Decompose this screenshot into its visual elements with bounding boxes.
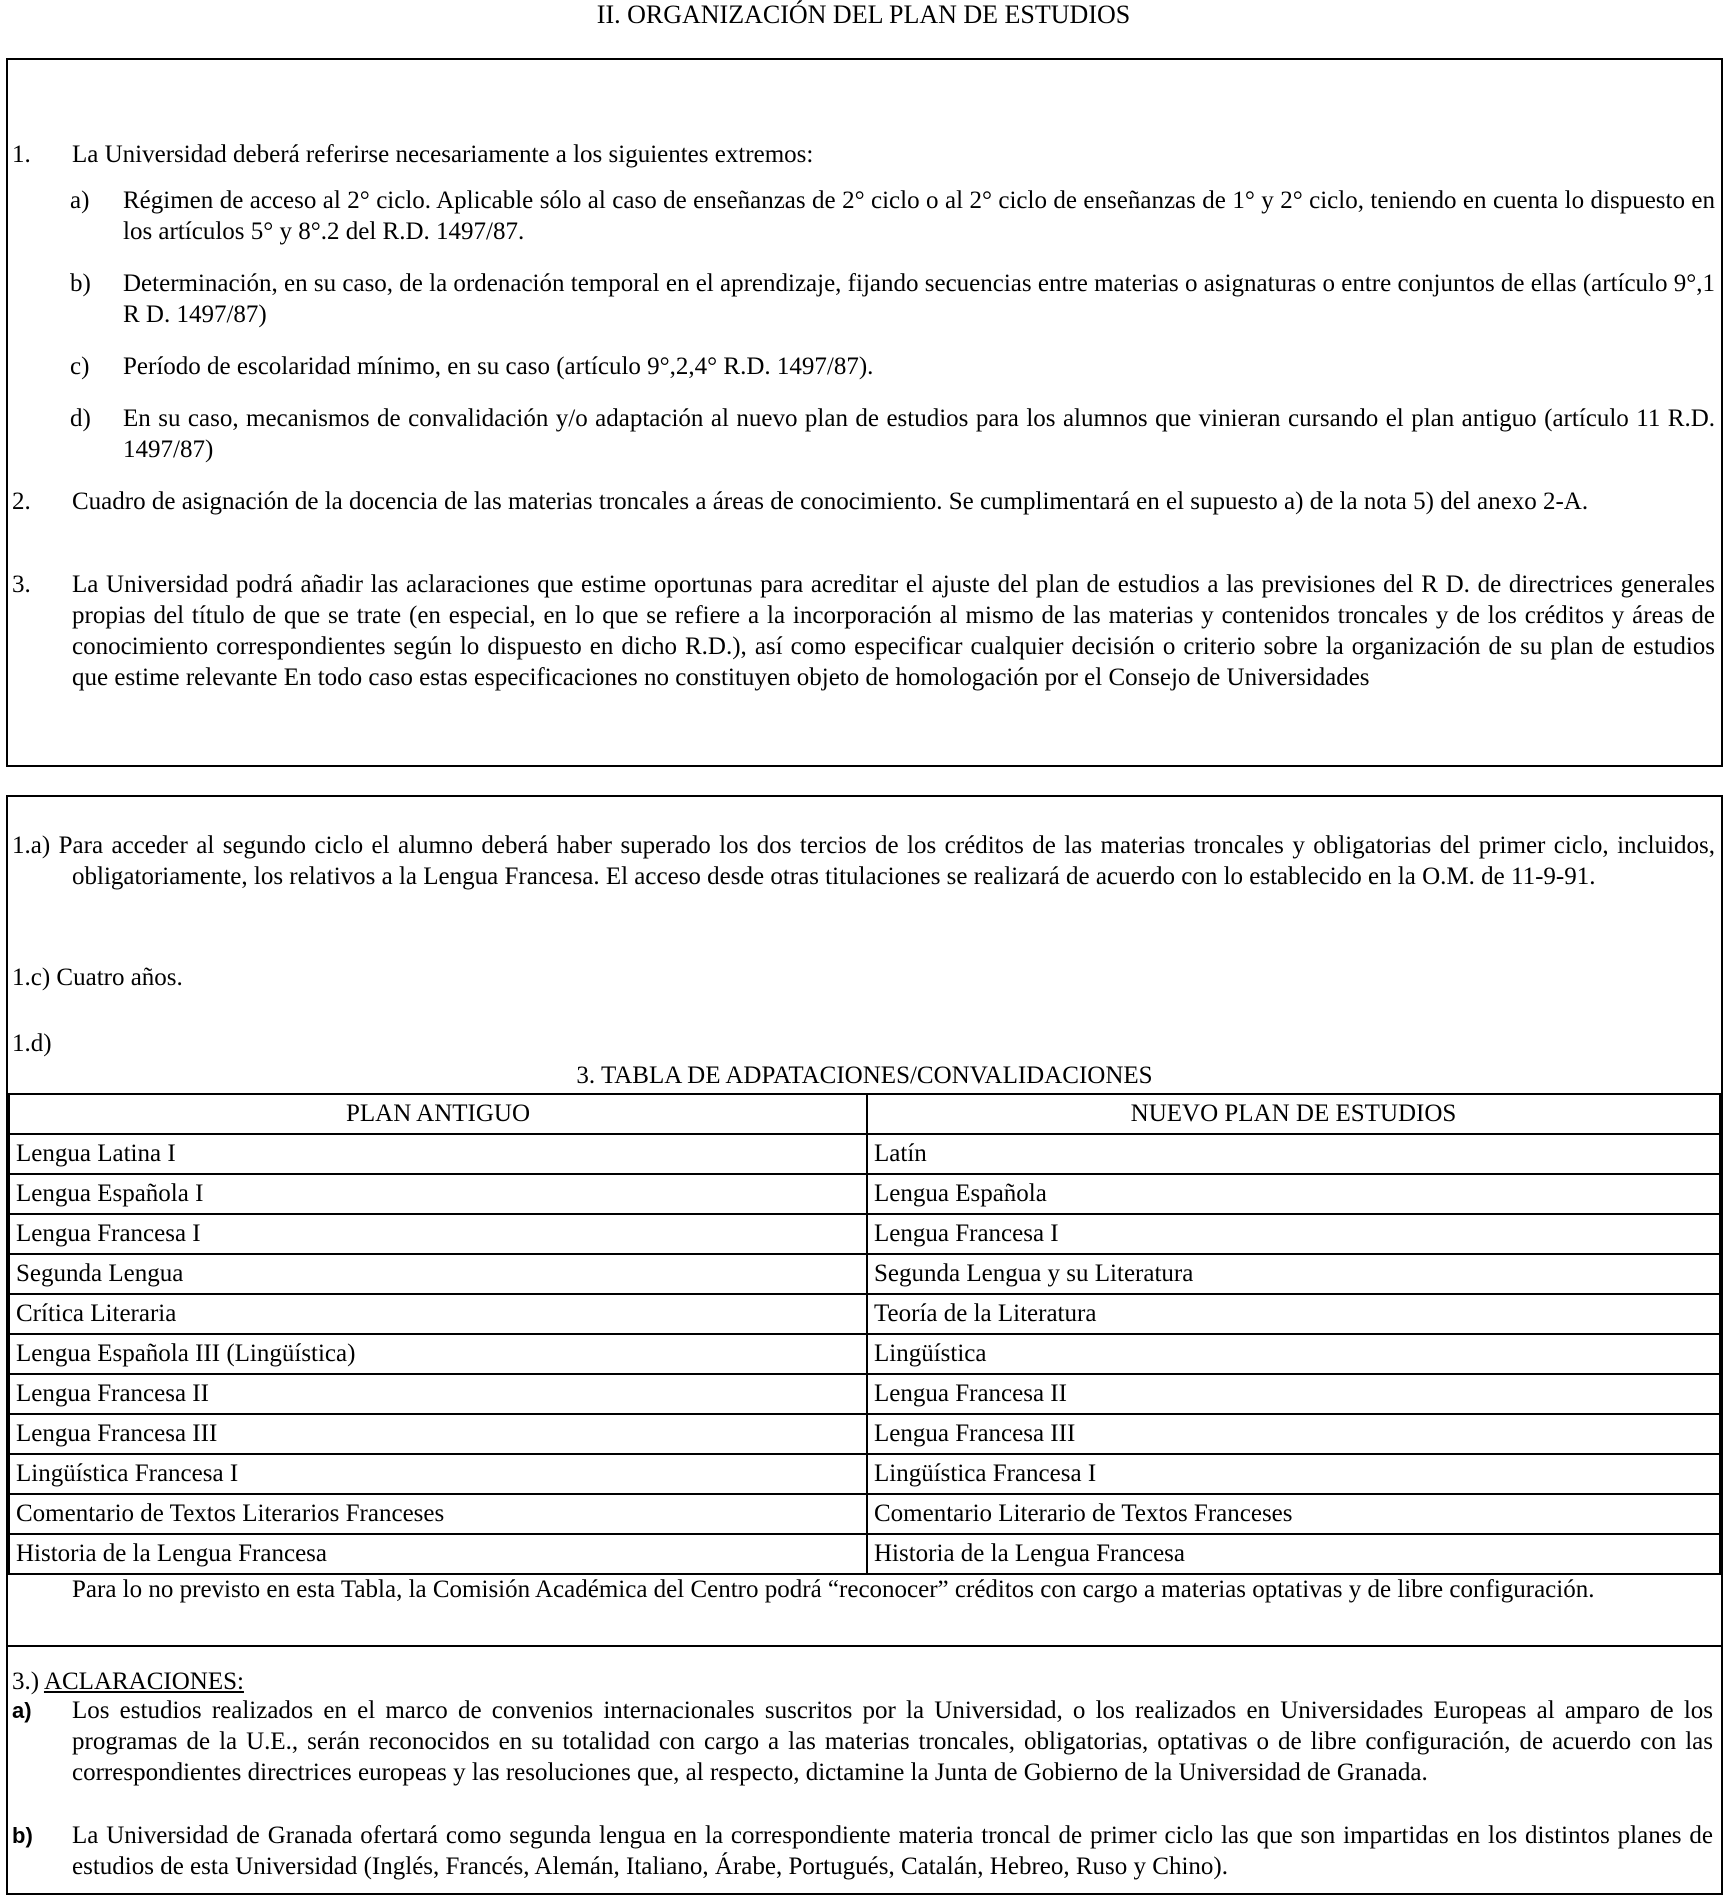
column-header-new-plan: NUEVO PLAN DE ESTUDIOS bbox=[867, 1094, 1720, 1134]
aclaracion-letter: a) bbox=[12, 1698, 32, 1723]
aclaraciones-number: 3.) bbox=[12, 1668, 40, 1695]
new-plan-cell: Comentario Literario de Textos Franceses bbox=[867, 1494, 1720, 1534]
page-title: II. ORGANIZACIÓN DEL PLAN DE ESTUDIOS bbox=[596, 0, 1131, 29]
old-plan-cell: Lengua Española III (Lingüística) bbox=[9, 1334, 867, 1374]
old-plan-cell: Comentario de Textos Literarios Franceses bbox=[9, 1494, 867, 1534]
section-divider bbox=[8, 1645, 1721, 1647]
table-row bbox=[9, 1374, 1720, 1414]
plan-content-box bbox=[6, 795, 1723, 1895]
aclaracion-text: La Universidad de Granada ofertará como segunda lengua en la correspondiente materia troncal de primer ciclo las que son impartidas en los distintos planes de estudios de esta Universidad (Inglés, Francés, Alemán, Italiano, Árabe, Portugués, Catalán, Hebreo, Ruso y Chino). bbox=[72, 1822, 1713, 1880]
table-row bbox=[9, 1334, 1720, 1374]
instruction-item-2 bbox=[12, 486, 1715, 517]
new-plan-cell: Lengua Francesa II bbox=[867, 1374, 1720, 1414]
item-text: La Universidad deberá referirse necesariamente a los siguientes extremos: bbox=[72, 141, 814, 168]
table-row bbox=[9, 1174, 1720, 1214]
old-plan-cell: Historia de la Lengua Francesa bbox=[9, 1534, 867, 1574]
aclaracion-item-b bbox=[12, 1820, 1713, 1882]
table-title: 3. TABLA DE ADPATACIONES/CONVALIDACIONES bbox=[576, 1062, 1153, 1089]
table-row bbox=[9, 1494, 1720, 1534]
table-row bbox=[9, 1534, 1720, 1574]
paragraph-1c: 1.c) Cuatro años. bbox=[12, 964, 183, 991]
new-plan-cell: Teoría de la Literatura bbox=[867, 1294, 1720, 1334]
column-header-old-plan: PLAN ANTIGUO bbox=[9, 1094, 867, 1134]
subitem-text: Determinación, en su caso, de la ordenación temporal en el aprendizaje, fijando secuencias entre materias o asignaturas o entre conjuntos de ellas (artículo 9°,1 R D. 1497/87) bbox=[123, 270, 1716, 328]
paragraph-1a-text: 1.a) Para acceder al segundo ciclo el alumno deberá haber superado los dos tercios de los créditos de las materias troncales y obligatorias del primer ciclo, incluidos, obligatoriamente, los relativos a la Lengua Francesa. El acceso desde otras titulaciones se realizará de acuerdo con lo establecido en la O.M. de 11-9-91. bbox=[12, 832, 1715, 890]
instruction-subitem-b bbox=[70, 268, 1715, 330]
old-plan-cell: Lingüística Francesa I bbox=[9, 1454, 867, 1494]
table-row bbox=[9, 1214, 1720, 1254]
table-note: Para lo no previsto en esta Tabla, la Comisión Académica del Centro podrá “reconocer” créditos con cargo a materias optativas y de libre configuración. bbox=[72, 1576, 1595, 1603]
subitem-text: En su caso, mecanismos de convalidación y/o adaptación al nuevo plan de estudios para los alumnos que vinieran cursando el plan antiguo (artículo 11 R.D. 1497/87) bbox=[123, 405, 1715, 463]
instruction-subitem-a bbox=[70, 185, 1715, 247]
instruction-item-1 bbox=[12, 139, 1715, 170]
new-plan-cell: Historia de la Lengua Francesa bbox=[867, 1534, 1720, 1574]
instruction-subitem-c bbox=[70, 351, 1715, 382]
item-number: 2. bbox=[12, 488, 31, 515]
instruction-subitem-d bbox=[70, 403, 1715, 465]
instructions-box bbox=[6, 58, 1723, 767]
subitem-letter: d) bbox=[70, 405, 91, 432]
aclaracion-letter: b) bbox=[12, 1823, 33, 1848]
subitem-letter: b) bbox=[70, 270, 91, 297]
new-plan-cell: Lengua Francesa III bbox=[867, 1414, 1720, 1454]
paragraph-1d: 1.d) bbox=[12, 1030, 52, 1057]
old-plan-cell: Lengua Latina I bbox=[9, 1134, 867, 1174]
old-plan-cell: Lengua Francesa III bbox=[9, 1414, 867, 1454]
instruction-item-3 bbox=[12, 569, 1715, 693]
table-row bbox=[9, 1294, 1720, 1334]
new-plan-cell: Latín bbox=[867, 1134, 1720, 1174]
new-plan-cell: Lingüística Francesa I bbox=[867, 1454, 1720, 1494]
aclaracion-text: Los estudios realizados en el marco de convenios internacionales suscritos por la Universidad, o los realizados en Universidades Europeas al amparo de los programas de la U.E., serán reconocidos en su totalidad con cargo a las materias troncales, obligatorias, optativas o de libre configuración, de acuerdo con las correspondientes directrices europeas y las resoluciones que, al respecto, dictamine la Junta de Gobierno de la Universidad de Granada. bbox=[72, 1697, 1713, 1786]
subitem-letter: c) bbox=[70, 353, 90, 380]
table-row bbox=[9, 1254, 1720, 1294]
table-row bbox=[9, 1454, 1720, 1494]
old-plan-cell: Segunda Lengua bbox=[9, 1254, 867, 1294]
new-plan-cell: Segunda Lengua y su Literatura bbox=[867, 1254, 1720, 1294]
new-plan-cell: Lengua Española bbox=[867, 1174, 1720, 1214]
old-plan-cell: Crítica Literaria bbox=[9, 1294, 867, 1334]
subitem-text: Régimen de acceso al 2° ciclo. Aplicable sólo al caso de enseñanzas de 2° ciclo o al 2° ciclo de enseñanzas de 1° y 2° ciclo, teniendo en cuenta lo dispuesto en los artículos 5° y 8°.2 del R.D. 1497/87. bbox=[123, 187, 1715, 245]
table-row bbox=[9, 1414, 1720, 1454]
new-plan-cell: Lengua Francesa I bbox=[867, 1214, 1720, 1254]
item-text: La Universidad podrá añadir las aclaraciones que estime oportunas para acreditar el ajuste del plan de estudios a las previsiones del R D. de directrices generales propias del título de que se trate (en especial, en lo que se refiere a la incorporación al mismo de las materias y contenidos troncales y de los créditos y áreas de conocimiento correspondientes según lo dispuesto en dicho R.D.), así como especificar cualquier decisión o criterio sobre la organización de su plan de estudios que estime relevante En todo caso estas especificaciones no constituyen objeto de homologación por el Consejo de Universidades bbox=[72, 571, 1715, 691]
old-plan-cell: Lengua Española I bbox=[9, 1174, 867, 1214]
subitem-text: Período de escolaridad mínimo, en su caso (artículo 9°,2,4° R.D. 1497/87). bbox=[123, 353, 874, 380]
old-plan-cell: Lengua Francesa II bbox=[9, 1374, 867, 1414]
table-header-row bbox=[9, 1094, 1720, 1134]
old-plan-cell: Lengua Francesa I bbox=[9, 1214, 867, 1254]
table-row bbox=[9, 1134, 1720, 1174]
adaptation-table bbox=[8, 1093, 1721, 1575]
subitem-letter: a) bbox=[70, 187, 90, 214]
aclaracion-item-a bbox=[12, 1695, 1713, 1788]
item-number: 1. bbox=[12, 141, 31, 168]
item-number: 3. bbox=[12, 571, 31, 598]
new-plan-cell: Lingüística bbox=[867, 1334, 1720, 1374]
aclaraciones-title: ACLARACIONES: bbox=[43, 1668, 244, 1695]
item-text: Cuadro de asignación de la docencia de las materias troncales a áreas de conocimiento. Se cumplimentará en el supuesto a) de la nota 5) del anexo 2-A. bbox=[72, 488, 1589, 515]
aclaraciones-heading bbox=[12, 1666, 244, 1697]
paragraph-1a bbox=[12, 830, 1715, 892]
